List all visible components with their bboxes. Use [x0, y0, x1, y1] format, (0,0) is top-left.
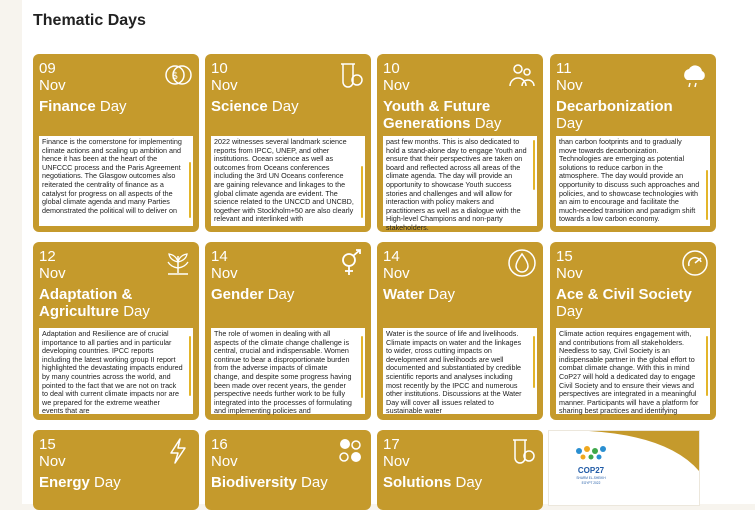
card-day: 14 — [383, 248, 400, 265]
card-month: Nov — [383, 453, 410, 470]
card-title: Gender Day — [211, 286, 295, 303]
card-energy-day[interactable] — [33, 430, 199, 510]
card-description[interactable]: Finance is the cornerstone for implementing climate actions and scaling up ambition and hence it has been at the heart of the UNFCCC process and the Paris Agreement negotiations. The Glasgow outcomes also reiterated the centrality of finance as a catalyst for progress on all aspects of the global climate agenda and many Parties demonstrated the political will to deliver on — [39, 136, 193, 226]
card-solutions-day[interactable] — [377, 430, 543, 510]
card-adaptation-agriculture-day[interactable] — [33, 242, 199, 420]
card-day: 11 — [556, 60, 572, 77]
gauge-icon — [680, 248, 710, 278]
card-description[interactable]: Climate action requires engagement with, and contributions from all stakeholders. Needless to say, Civil Society is an indispensable partner in the global effort to combat climate change. With this in mind CoP27 will hold a dedicated day to engage Civil Society and to ensure their views and perspectives are integrated in a meaningful manner. Participants will have a platform for sharing best practices and identifying — [556, 328, 710, 414]
scrollbar[interactable] — [189, 336, 191, 396]
logo-country-text: EGYPT 2022 — [581, 481, 601, 485]
scrollbar[interactable] — [361, 166, 363, 218]
scrollbar[interactable] — [361, 336, 363, 398]
cop27-logo — [549, 431, 699, 505]
card-month: Nov — [211, 77, 238, 94]
card-description[interactable]: past few months. This is also dedicated to hold a stand-alone day to engage Youth and ensure that their perspectives are taken on board and reflected across all areas of the climate agenda. The day will provide an opportunity to showcase Youth success stories and challenges and will allow for interaction with policy makers and practitioners as well as a dialogue with the High-level Champions and non-party stakeholders. — [383, 136, 537, 226]
card-title: Energy Day — [39, 474, 121, 491]
scrollbar[interactable] — [533, 140, 535, 190]
card-description[interactable]: The role of women in dealing with all aspects of the climate change challenge is central, crucial and indispensable. Women continue to bear a disproportionate burden from the adverse impacts of climate change, and despite some progress having been made over recent years, the gender perspective needs further work to be fully integrated into the processes of formulating and implementing policies and — [211, 328, 365, 414]
card-decarbonization-day[interactable] — [550, 54, 716, 232]
card-month: Nov — [556, 77, 583, 94]
card-day: 10 — [211, 60, 228, 77]
scrollbar[interactable] — [706, 336, 708, 396]
card-description[interactable]: 2022 witnesses several landmark science reports from IPCC, UNEP, and other institutions. Ocean science as well as outcomes from Oceans conferences including the 3rd UN Oceans conference are gaining relevance and linkages to the global climate agenda are evident. The science related to the UNCCD and UNCBD, together with Stockholm+50 are also clearly relevant and interlinked with — [211, 136, 365, 226]
card-ace-civil-society-day[interactable] — [550, 242, 716, 420]
card-description[interactable]: Water is the source of life and livelihoods. Climate impacts on water and the linkages to wider, cross cutting impacts on development and livelihoods are well documented and substantiated by credible scientific reports and analyses including most recently by the IPCC and numerous other institutions. Discussions at the Water Day will cover all issues related to sustainable water — [383, 328, 537, 414]
card-title: Water Day — [383, 286, 455, 303]
cop27-logo-card[interactable] — [548, 430, 700, 506]
card-day: 12 — [39, 248, 56, 265]
card-title: Solutions Day — [383, 474, 483, 491]
card-month: Nov — [39, 265, 66, 282]
card-gender-day[interactable] — [205, 242, 371, 420]
card-biodiversity-day[interactable] — [205, 430, 371, 510]
biodiversity-icon — [335, 436, 365, 466]
card-youth-future-generations-day[interactable] — [377, 54, 543, 232]
plant-icon — [163, 248, 193, 278]
card-finance-day[interactable] — [33, 54, 199, 232]
card-description[interactable]: than carbon footprints and to gradually move towards decarbonization. Technologies are emerging as potential solutions to reduce carbon in the atmosphere. The day would provide an opportunity to discuss such approaches and policies, and to showcase technologies with an aim to encourage and facilitate the much-needed transition and paradigm shift towards a low carbon economy. — [556, 136, 710, 226]
card-month: Nov — [211, 265, 238, 282]
card-month: Nov — [39, 77, 66, 94]
card-day: 15 — [556, 248, 573, 265]
page-title: Thematic Days — [33, 12, 146, 29]
card-day: 14 — [211, 248, 228, 265]
flask-icon — [507, 436, 537, 466]
card-science-day[interactable] — [205, 54, 371, 232]
flask-icon — [335, 60, 365, 90]
card-title: Science Day — [211, 98, 299, 115]
youth-icon — [507, 60, 537, 90]
card-title: Biodiversity Day — [211, 474, 328, 491]
card-day: 16 — [211, 436, 228, 453]
card-description[interactable]: Adaptation and Resilience are of crucial importance to all parties and in particular developing countries. IPCC reports including the latest working group II report highlighted the devastating impacts endured by many countries across the world, and pointed to the fact that we are not on track to deal with current climate impacts nor are we prepared for the extreme weather events that are — [39, 328, 193, 414]
card-month: Nov — [39, 453, 66, 470]
card-water-day[interactable] — [377, 242, 543, 420]
water-drop-icon — [507, 248, 537, 278]
card-day: 15 — [39, 436, 56, 453]
card-title: Adaptation & Agriculture Day — [39, 286, 150, 320]
card-month: Nov — [383, 265, 410, 282]
lightning-icon — [163, 436, 193, 466]
card-month: Nov — [383, 77, 410, 94]
card-day: 09 — [39, 60, 56, 77]
card-month: Nov — [556, 265, 583, 282]
money-icon — [163, 60, 193, 90]
logo-sub-text: SHARM EL-SHEIKH — [576, 476, 606, 480]
svg-text:$: $ — [171, 71, 179, 82]
scrollbar[interactable] — [706, 170, 708, 220]
gender-icon — [335, 248, 365, 278]
logo-main-text: COP27 — [577, 466, 605, 475]
scrollbar[interactable] — [533, 336, 535, 388]
card-day: 17 — [383, 436, 400, 453]
card-title: Ace & Civil Society Day — [556, 286, 692, 320]
card-title: Youth & Future Generations Day — [383, 98, 502, 132]
cloud-icon — [680, 60, 710, 90]
card-day: 10 — [383, 60, 400, 77]
card-month: Nov — [211, 453, 238, 470]
card-title: Decarbonization Day — [556, 98, 673, 132]
card-title: Finance Day — [39, 98, 127, 115]
scrollbar[interactable] — [189, 162, 191, 218]
